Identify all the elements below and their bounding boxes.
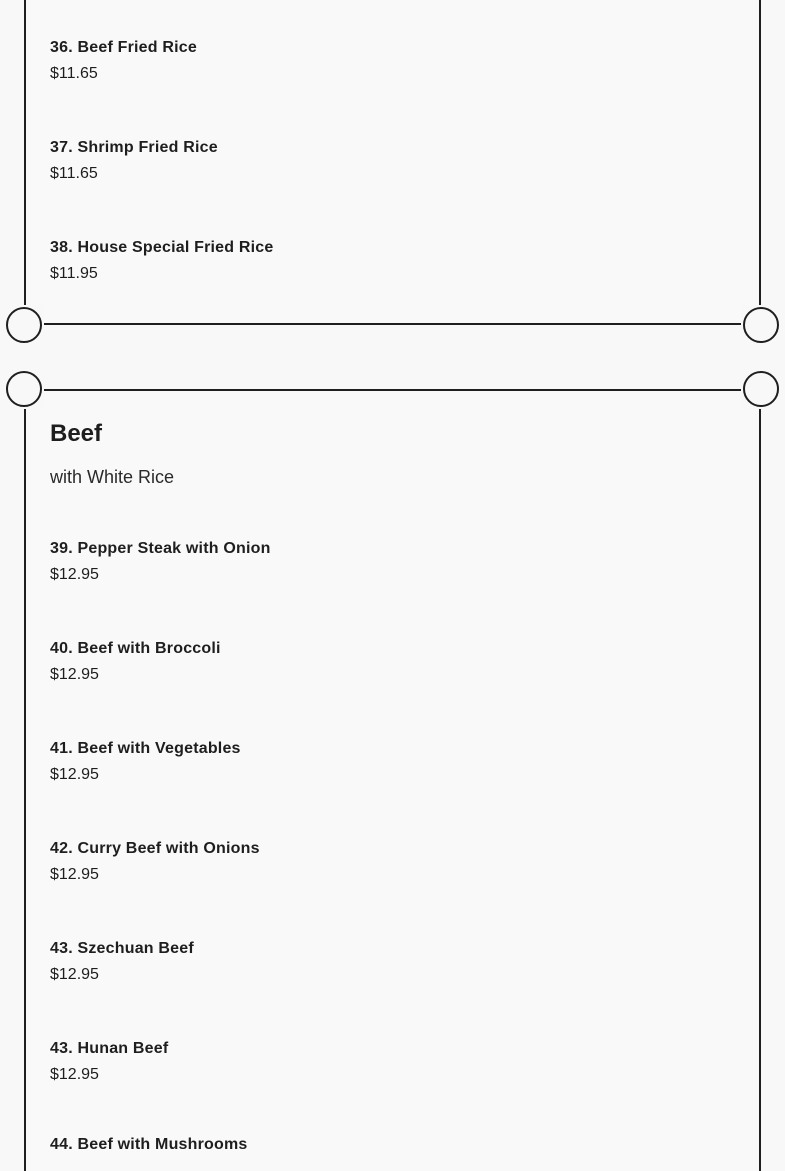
menu-item[interactable] xyxy=(50,1039,168,1085)
fried-rice-menu-card xyxy=(24,0,761,325)
menu-item[interactable] xyxy=(50,38,197,84)
menu-item[interactable] xyxy=(50,138,218,184)
menu-item-price: $12.95 xyxy=(50,566,99,583)
scallop-corner xyxy=(6,371,42,407)
section-title: Beef xyxy=(50,420,103,447)
menu-item[interactable] xyxy=(50,739,241,785)
menu-item-price: $11.65 xyxy=(50,165,98,182)
menu-item-name: 40. Beef with Broccoli xyxy=(50,640,221,657)
scallop-corner xyxy=(743,307,779,343)
menu-item-name: 42. Curry Beef with Onions xyxy=(50,840,260,857)
menu-item-name: 43. Szechuan Beef xyxy=(50,940,194,957)
menu-item-name: 39. Pepper Steak with Onion xyxy=(50,540,271,557)
menu-item[interactable] xyxy=(50,639,221,685)
menu-item[interactable] xyxy=(50,539,271,585)
scallop-corner xyxy=(6,307,42,343)
menu-item-name: 36. Beef Fried Rice xyxy=(50,39,197,56)
menu-item-price: $11.95 xyxy=(50,265,98,282)
menu-item-name: 41. Beef with Vegetables xyxy=(50,740,241,757)
scallop-corner xyxy=(743,371,779,407)
menu-item[interactable] xyxy=(50,939,194,985)
section-subtitle: with White Rice xyxy=(50,467,175,487)
menu-item[interactable] xyxy=(50,238,273,284)
menu-item-price: $12.95 xyxy=(50,666,99,683)
menu-item[interactable] xyxy=(50,1135,248,1161)
menu-item-name: 43. Hunan Beef xyxy=(50,1040,169,1057)
menu-item-price: $11.65 xyxy=(50,65,98,82)
menu-item-price: $12.95 xyxy=(50,1066,99,1083)
menu-item-price: $12.95 xyxy=(50,966,99,983)
menu-item-name: 44. Beef with Mushrooms xyxy=(50,1136,248,1153)
menu-item[interactable] xyxy=(50,839,260,885)
menu-item-name: 38. House Special Fried Rice xyxy=(50,239,274,256)
beef-menu-card xyxy=(24,389,761,1171)
menu-item-name: 37. Shrimp Fried Rice xyxy=(50,139,218,156)
menu-item-price: $12.95 xyxy=(50,866,99,883)
menu-item-price: $12.95 xyxy=(50,766,99,783)
